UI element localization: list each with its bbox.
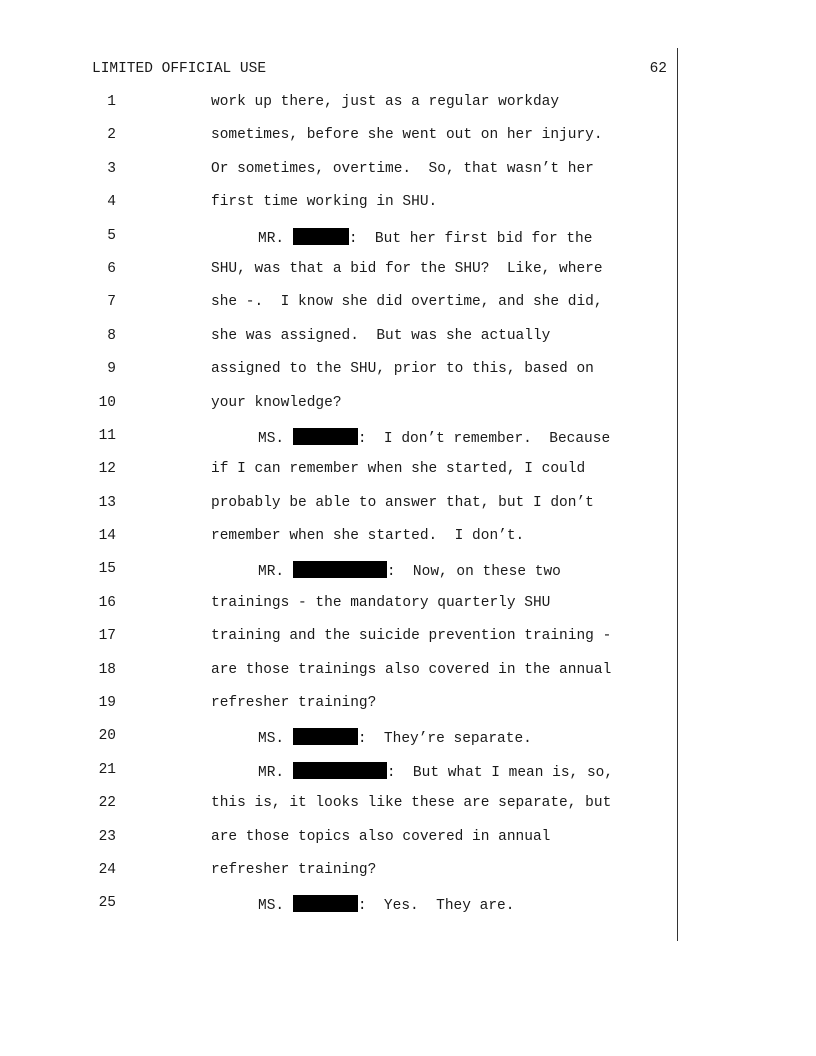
transcript-line — [0, 662, 816, 695]
classification-header: LIMITED OFFICIAL USE — [92, 61, 267, 77]
transcript-line — [0, 728, 816, 761]
line-text: this is, it looks like these are separate, but — [211, 795, 612, 812]
transcript-lines — [0, 94, 816, 929]
transcript-line — [0, 495, 816, 528]
speaker-title: MS. — [258, 731, 285, 748]
line-text: are those topics also covered in annual — [211, 828, 551, 845]
line-number: 4 — [107, 194, 116, 211]
speaker-line — [258, 561, 561, 580]
line-number: 21 — [98, 761, 116, 778]
line-text: trainings - the mandatory quarterly SHU — [211, 594, 551, 611]
transcript-line — [0, 461, 816, 494]
line-number: 25 — [98, 895, 116, 912]
redaction-bar — [293, 895, 358, 912]
transcript-line — [0, 528, 816, 561]
transcript-line — [0, 395, 816, 428]
line-number: 6 — [107, 260, 116, 277]
speaker-line — [258, 762, 613, 781]
line-number: 9 — [107, 361, 116, 378]
redaction-bar — [293, 228, 349, 245]
line-text: SHU, was that a bid for the SHU? Like, where — [211, 260, 603, 277]
line-text: : I don’t remember. Because — [357, 430, 611, 447]
line-number: 23 — [98, 828, 116, 845]
transcript-line — [0, 829, 816, 862]
line-number: 14 — [98, 528, 116, 545]
line-number: 15 — [98, 561, 116, 578]
line-text: refresher training? — [211, 861, 377, 878]
line-text: Or sometimes, overtime. So, that wasn’t her — [211, 160, 594, 177]
line-number: 12 — [98, 461, 116, 478]
speaker-line — [258, 228, 592, 247]
line-number: 1 — [107, 94, 116, 110]
line-text: work up there, just as a regular workday — [211, 94, 560, 110]
transcript-line — [0, 161, 816, 194]
line-text: training and the suicide prevention training - — [211, 628, 612, 645]
line-number: 2 — [107, 127, 116, 144]
transcript-line — [0, 695, 816, 728]
line-text: your knowledge? — [211, 394, 342, 411]
line-text: refresher training? — [211, 695, 377, 712]
line-text: sometimes, before she went out on her injury. — [211, 127, 603, 144]
speaker-title: MS. — [258, 430, 285, 447]
transcript-line — [0, 895, 816, 928]
line-number: 19 — [98, 695, 116, 712]
speaker-title: MS. — [258, 898, 285, 915]
line-text: : Now, on these two — [386, 564, 561, 581]
line-number: 16 — [98, 594, 116, 611]
transcript-line — [0, 561, 816, 594]
line-text: are those trainings also covered in the annual — [211, 661, 612, 678]
line-text: she was assigned. But was she actually — [211, 327, 551, 344]
speaker-title: MR. — [258, 564, 285, 581]
transcript-line — [0, 862, 816, 895]
transcript-line — [0, 194, 816, 227]
transcript-line — [0, 228, 816, 261]
page-number: 62 — [649, 61, 667, 77]
line-text: : But her first bid for the — [348, 230, 593, 247]
redaction-bar — [293, 561, 387, 578]
line-number: 5 — [107, 227, 116, 244]
transcript-line — [0, 94, 816, 127]
line-text: probably be able to answer that, but I don’t — [211, 494, 594, 511]
line-number: 20 — [98, 728, 116, 745]
speaker-title: MR. — [258, 230, 285, 247]
line-number: 17 — [98, 628, 116, 645]
speaker-line — [258, 428, 610, 447]
line-number: 18 — [98, 661, 116, 678]
transcript-line — [0, 762, 816, 795]
transcript-line — [0, 428, 816, 461]
line-number: 22 — [98, 795, 116, 812]
transcript-line — [0, 628, 816, 661]
transcript-line — [0, 328, 816, 361]
line-text: : They’re separate. — [357, 731, 532, 748]
line-number: 8 — [107, 327, 116, 344]
line-text: : But what I mean is, so, — [386, 764, 614, 781]
transcript-line — [0, 261, 816, 294]
line-number: 10 — [98, 394, 116, 411]
redaction-bar — [293, 428, 358, 445]
speaker-line — [258, 728, 532, 747]
line-number: 13 — [98, 494, 116, 511]
line-text: remember when she started. I don’t. — [211, 528, 525, 545]
line-text: first time working in SHU. — [211, 194, 438, 211]
transcript-line — [0, 595, 816, 628]
line-number: 11 — [98, 427, 116, 444]
redaction-bar — [293, 762, 387, 779]
line-number: 7 — [107, 294, 116, 311]
speaker-title: MR. — [258, 764, 285, 781]
line-text: : Yes. They are. — [357, 898, 515, 915]
line-text: if I can remember when she started, I could — [211, 461, 586, 478]
line-text: she -. I know she did overtime, and she did, — [211, 294, 603, 311]
redaction-bar — [293, 728, 358, 745]
transcript-line — [0, 361, 816, 394]
transcript-line — [0, 127, 816, 160]
speaker-line — [258, 895, 514, 914]
line-text: assigned to the SHU, prior to this, based on — [211, 361, 594, 378]
transcript-line — [0, 294, 816, 327]
line-number: 3 — [107, 160, 116, 177]
line-number: 24 — [98, 861, 116, 878]
transcript-line — [0, 795, 816, 828]
